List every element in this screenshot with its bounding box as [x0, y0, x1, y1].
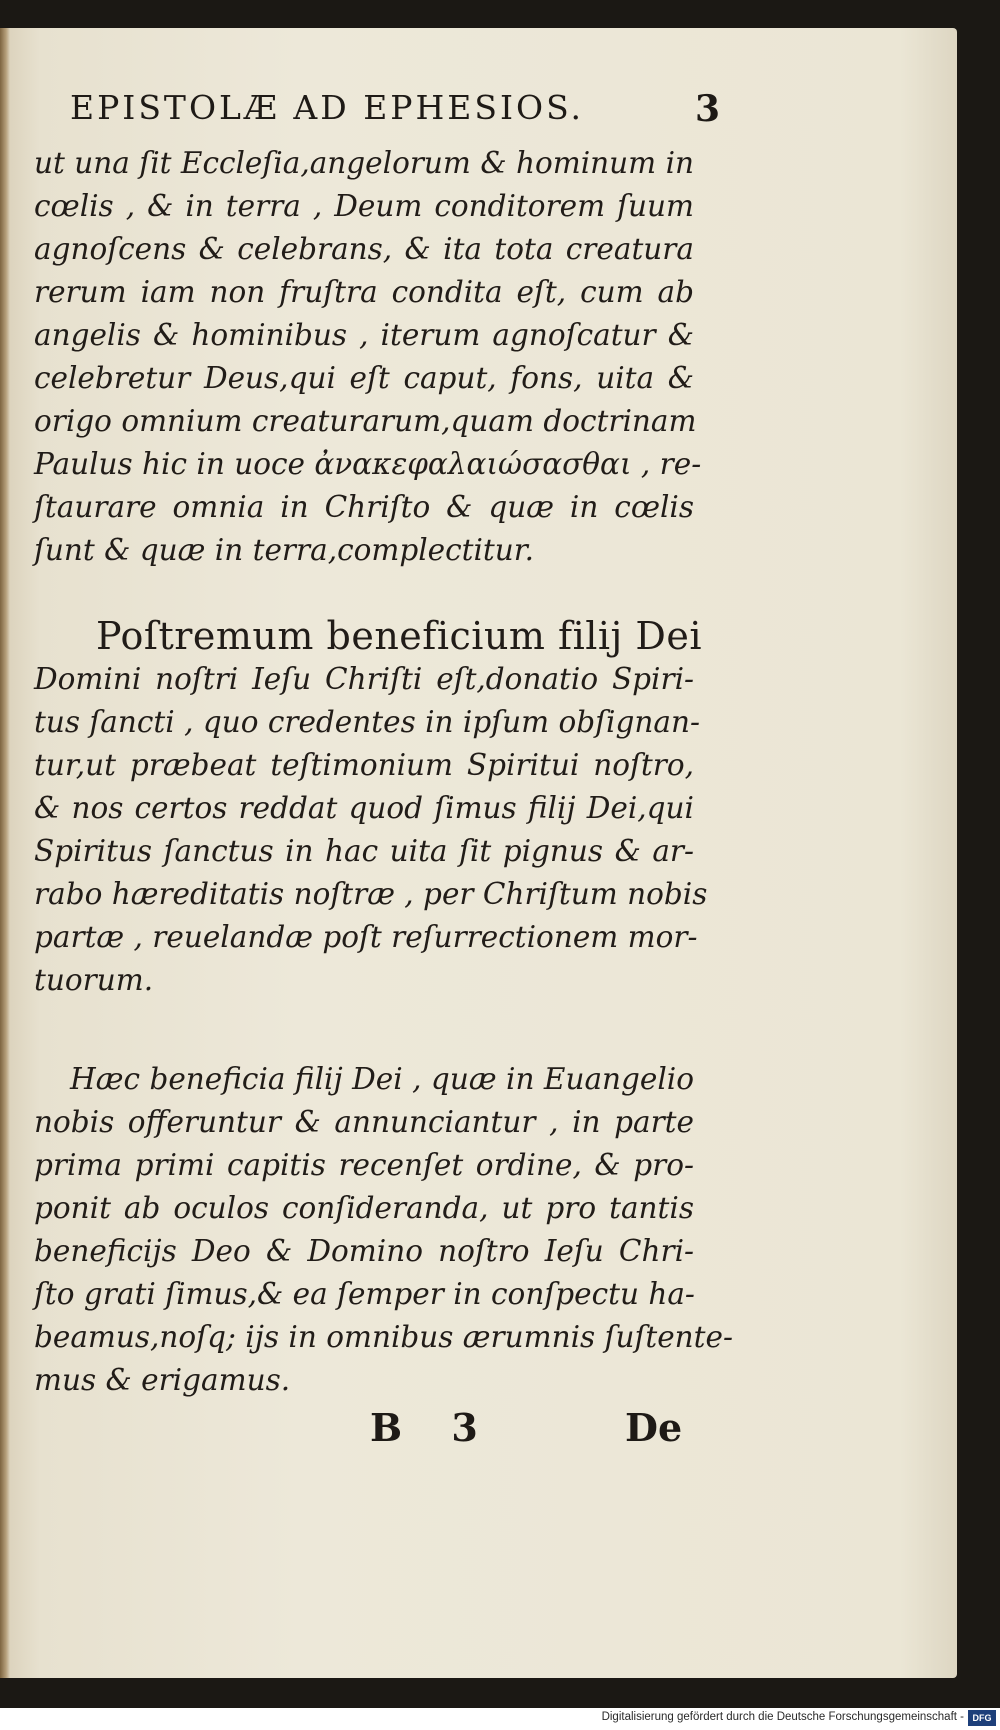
text-line: ſtaurare omnia in Chriſto & quæ in cœlis: [34, 490, 694, 524]
text-line: rerum iam non fruſtra condita eſt, cum ab: [34, 275, 694, 309]
paragraph-1: [34, 142, 702, 572]
paragraph-opening-line: Poſtremum beneficium filij Dei: [96, 614, 703, 658]
text-line: Domini noſtri Ieſu Chriſti eſt,donatio Spiri-: [34, 662, 694, 696]
running-head-title: EPISTOLÆ AD EPHESIOS.: [70, 88, 584, 127]
text-line: tus ſancti , quo credentes in ipſum obſignan-: [34, 705, 700, 739]
text-line: prima primi capitis recenſet ordine, & pro-: [34, 1148, 694, 1182]
text-line: celebretur Deus,qui eſt caput, fons, uita &: [34, 361, 694, 395]
text-line: ſunt & quæ in terra,complectitur.: [34, 533, 535, 567]
text-line: ut una ſit Eccleſia,angelorum & hominum in: [34, 146, 694, 180]
text-line: beneficijs Deo & Domino noſtro Ieſu Chri-: [34, 1234, 694, 1268]
dfg-logo: DFG: [968, 1710, 996, 1726]
text-line: beamus,noſq; ijs in omnibus ærumnis ſuſtente-: [34, 1320, 733, 1354]
text-line: Spiritus ſanctus in hac uita ſit pignus & ar-: [34, 834, 694, 868]
text-line: Hæc beneficia filij Dei , quæ in Euangelio: [70, 1062, 694, 1096]
catchword: De: [625, 1405, 683, 1450]
text-line: nobis offeruntur & annunciantur , in parte: [34, 1105, 694, 1139]
text-line: tur,ut præbeat teſtimonium Spiritui noſtro,: [34, 748, 694, 782]
text-line: origo omnium creaturarum,quam doctrinam: [34, 404, 697, 438]
signature-mark: B 3: [370, 1405, 496, 1450]
text-line: angelis & hominibus , iterum agnoſcatur &: [34, 318, 694, 352]
text-line: mus & erigamus.: [34, 1363, 291, 1397]
text-line: ponit ab oculos conſideranda, ut pro tantis: [34, 1191, 694, 1225]
text-line: partæ , reuelandæ poſt reſurrectionem mor-: [34, 920, 698, 954]
paragraph-3: [34, 1058, 733, 1402]
text-line: cœlis , & in terra , Deum conditorem ſuum: [34, 189, 694, 223]
text-line: ſto grati ſimus,& ea ſemper in conſpectu ha-: [34, 1277, 695, 1311]
text-line: tuorum.: [34, 963, 154, 997]
binding-edge: [0, 28, 10, 1678]
text-line: agnoſcens & celebrans, & ita tota creatura: [34, 232, 694, 266]
text-line: rabo hæreditatis noſtræ , per Chriſtum nobis: [34, 877, 708, 911]
paragraph-2: [34, 614, 708, 1002]
folio-number: 3: [695, 88, 721, 130]
footer-credit: Digitalisierung gefördert durch die Deutsche Forschungsgemeinschaft -: [601, 1711, 964, 1723]
text-line: Paulus hic in uoce ἀνακεφαλαιώσασθαι , re-: [34, 447, 702, 481]
text-line: & nos certos reddat quod ſimus filij Dei,qui: [34, 791, 694, 825]
